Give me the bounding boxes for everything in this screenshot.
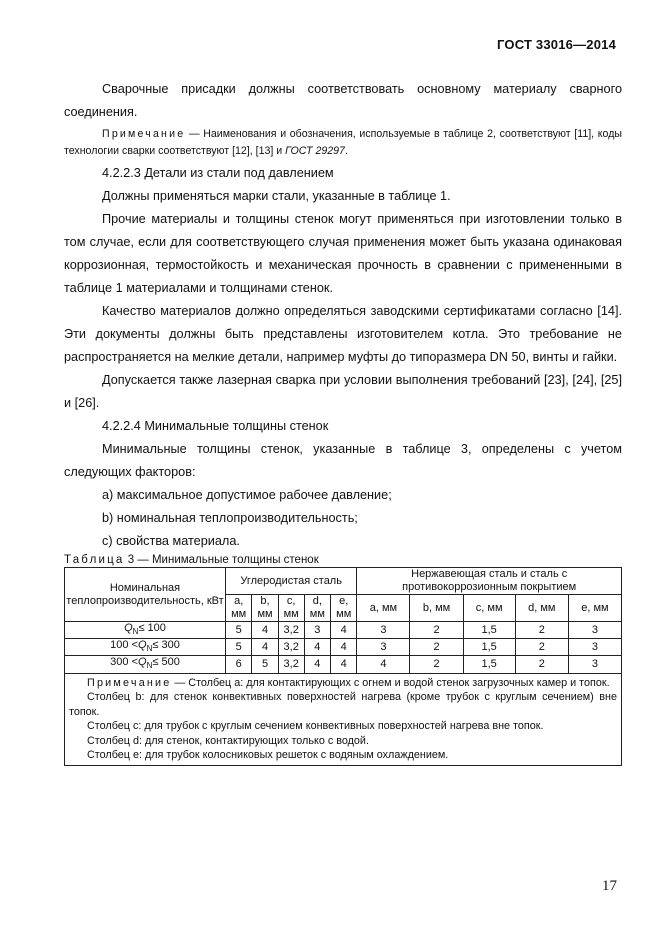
table-cell: 3,2: [278, 639, 304, 656]
table-cell: 2: [410, 622, 463, 639]
table-cell: 4: [331, 622, 357, 639]
table-cell: 3: [568, 639, 621, 656]
table-cell: 1,5: [463, 639, 515, 656]
row-label-lower: 300 <: [110, 656, 139, 669]
table-cell: 3: [357, 639, 410, 656]
paragraph-welding-fillers: Сварочные присадки должны соответствовать основному материалу сварного соединения.: [64, 82, 622, 119]
table-caption-title: 3 — Минимальные толщины стенок: [124, 554, 319, 566]
header-stainless-steel: Нержавеющая сталь и сталь с противокоррозионным покрытием: [357, 568, 622, 595]
table-cell: 2: [410, 656, 463, 673]
table-note-a: [69, 676, 617, 691]
row-label-lower: 100 <: [110, 639, 139, 652]
note-gost-ref: ГОСТ 29297: [285, 145, 345, 157]
row-label: [65, 656, 226, 673]
table-cell: 4: [304, 639, 330, 656]
subheader-cell: b, мм: [252, 595, 278, 622]
table-cell: 4: [357, 656, 410, 673]
paragraph-laser-welding: Допускается также лазерная сварка при условии выполнения требований [23], [24], [25] и [26].: [64, 373, 622, 410]
paragraph-other-materials: Прочие материалы и толщины стенок могут применяться при изготовлении только в том случае, если для соответствующего случая применения может быть указана одинаковая коррозионная, термостойкость и механическая прочность в сравнении с примененными в таблице 1 материалами и толщинами стенок.: [64, 212, 622, 295]
q-symbol: Q: [124, 622, 133, 634]
table-note-label: Примечание: [87, 676, 172, 689]
table-cell: 2: [410, 639, 463, 656]
table-cell: 5: [226, 639, 252, 656]
table-cell: 4: [331, 639, 357, 656]
table-cell: 3,2: [278, 622, 304, 639]
subheader-cell: a, мм: [357, 595, 410, 622]
list-item: b) номинальная теплопроизводительность;: [102, 511, 358, 525]
header-carbon-steel: Углеродистая сталь: [226, 568, 357, 595]
subheader-cell: e, мм: [331, 595, 357, 622]
table-cell: 5: [226, 622, 252, 639]
table-note-b: Столбец b: для стенок конвективных поверхностей нагрева (кроме трубок с круглым сечением) вне топок.: [69, 691, 617, 718]
table-cell: 1,5: [463, 622, 515, 639]
table-cell: 3: [568, 622, 621, 639]
factor-list: [64, 484, 622, 553]
table-cell: 3,2: [278, 656, 304, 673]
table-cell: 1,5: [463, 656, 515, 673]
table-row: [65, 622, 622, 639]
table-row: [65, 656, 622, 673]
table-cell: 3: [568, 656, 621, 673]
table-cell: 4: [252, 622, 278, 639]
note-text: — Наименования и обозначения, используемые в таблице 2, соответствуют [11], коды технологии сварки соответствуют [12], [13] и: [64, 128, 622, 157]
paragraph-min-thickness: Минимальные толщины стенок, указанные в таблице 3, определены с учетом следующих факторов:: [64, 442, 622, 479]
table-cell: 3: [357, 622, 410, 639]
table-note: [64, 674, 622, 766]
subheader-cell: d, мм: [515, 595, 568, 622]
list-item: с) свойства материала.: [102, 534, 240, 548]
document-header: ГОСТ 33016—2014: [497, 37, 616, 52]
table-cell: 2: [515, 656, 568, 673]
header-nominal-capacity: Номинальная теплопроизводительность, кВт: [65, 568, 226, 622]
table-note-d: Столбец d: для стенок, контактирующих только с водой.: [87, 734, 369, 747]
table-cell: 4: [252, 639, 278, 656]
q-symbol: Q: [138, 639, 147, 652]
table-cell: 6: [226, 656, 252, 673]
table-caption-label: Таблица: [64, 554, 125, 566]
q-subscript: N: [132, 627, 139, 637]
row-label-upper: ≤ 300: [152, 639, 180, 652]
page-body: [64, 78, 622, 766]
table-cell: 5: [252, 656, 278, 673]
table-note-c: Столбец с: для трубок с круглым сечением конвективных поверхностей нагрева вне топок.: [87, 720, 544, 733]
subheader-cell: c, мм: [463, 595, 515, 622]
subheader-cell: d, мм: [304, 595, 330, 622]
table-row: [65, 639, 622, 656]
note-end: .: [344, 145, 348, 157]
table-caption: [64, 553, 622, 567]
list-item: а) максимальное допустимое рабочее давление;: [102, 488, 392, 502]
paragraph-material-quality: Качество материалов должно определяться заводскими сертификатами согласно [14]. Эти документы должны быть представлены изготовителем котла. Это требование не распространяется на мелкие детали, например муфты до типоразмера DN 50, винты и гайки.: [64, 304, 622, 364]
subheader-cell: a, мм: [226, 595, 252, 622]
section-heading-4-2-2-3: 4.2.2.3 Детали из стали под давлением: [102, 166, 334, 180]
subheader-cell: c, мм: [278, 595, 304, 622]
row-label: [65, 639, 226, 656]
table-note-e: Столбец е: для трубок колосниковых решеток с водяным охлаждением.: [87, 749, 449, 762]
q-subscript: N: [146, 644, 153, 654]
page-number: 17: [602, 878, 617, 894]
table-cell: 2: [515, 639, 568, 656]
subheader-cell: e, мм: [568, 595, 621, 622]
section-heading-4-2-2-4: 4.2.2.4 Минимальные толщины стенок: [102, 419, 329, 433]
note-label: Примечание: [102, 128, 186, 140]
table-cell: 2: [515, 622, 568, 639]
thickness-table: [64, 567, 622, 674]
row-label-upper: ≤ 500: [152, 656, 180, 669]
row-label: [65, 622, 226, 639]
q-symbol: Q: [138, 656, 147, 669]
table-cell: 3: [304, 622, 330, 639]
paragraph-steel-grades: Должны применяться марки стали, указанные в таблице 1.: [102, 189, 451, 203]
table-cell: 4: [331, 656, 357, 673]
table-note-text: — Столбец а: для контактирующих с огнем и водой стенок загрузочных камер и топок.: [171, 676, 610, 689]
note-table2: [64, 126, 622, 160]
q-subscript: N: [146, 661, 153, 671]
subheader-cell: b, мм: [410, 595, 463, 622]
table-cell: 4: [304, 656, 330, 673]
row-label-upper: ≤ 100: [138, 622, 166, 634]
